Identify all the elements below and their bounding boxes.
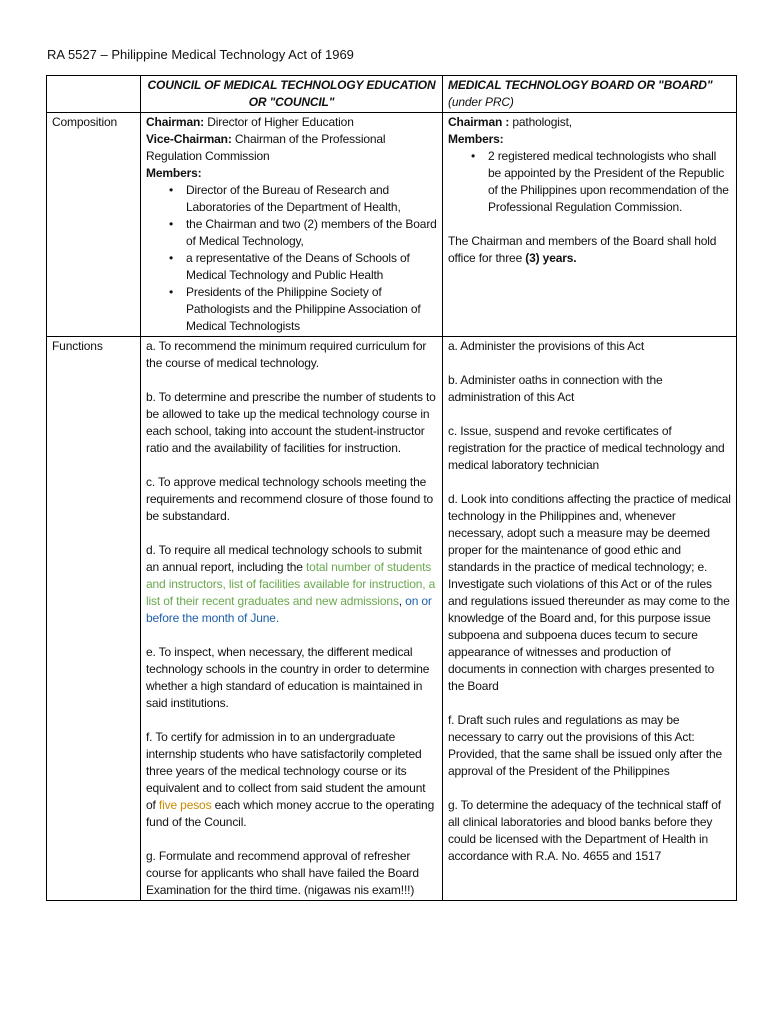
board-functions-cell bbox=[443, 337, 737, 901]
board-header-note: (under PRC) bbox=[448, 95, 514, 109]
list-item: • Presidents of the Philippine Society of Pathologists and the Philippine Association of Medical Technologists bbox=[169, 285, 421, 333]
comparison-table bbox=[46, 75, 737, 901]
empty-header-cell bbox=[47, 76, 141, 113]
board-composition-cell bbox=[443, 113, 737, 337]
bullet-icon: • bbox=[471, 149, 476, 163]
council-vice-chairman bbox=[146, 131, 437, 165]
council-functions-cell bbox=[141, 337, 443, 901]
highlight-green: total number of students and instructors, list of facilities available for instruction, a list of their recent graduates and new admissions bbox=[146, 560, 436, 608]
board-function-f: f. Draft such rules and regulations as may be necessary to carry out the provisions of this Act: Provided, that the same shall be issued only after the approval of the President of the Philippines bbox=[448, 713, 723, 778]
council-function-a: a. To recommend the minimum required curriculum for the course of medical technology. bbox=[146, 339, 427, 370]
board-function-b: b. Administer oaths in connection with the administration of this Act bbox=[448, 373, 663, 404]
bullet-icon: • bbox=[169, 285, 174, 299]
table-header-row bbox=[47, 76, 737, 113]
list-item: • 2 registered medical technologists who shall be appointed by the President of the Republic of the Philippines upon recommendation of the Professional Regulation Commission. bbox=[471, 149, 729, 214]
board-header-main: MEDICAL TECHNOLOGY BOARD OR "BOARD" bbox=[448, 78, 713, 92]
highlight-orange: five pesos bbox=[158, 798, 212, 812]
council-function-c: c. To approve medical technology schools meeting the requirements and recommend closure of those found to be substandard. bbox=[146, 475, 434, 523]
composition-row bbox=[47, 113, 737, 337]
council-function-b: b. To determine and prescribe the number of students to be allowed to take up the medical technology course in each school, taking into account the student-instructor ratio and the availability of facilities for instruction. bbox=[146, 390, 436, 455]
council-function-d: d. To require all medical technology schools to submit an annual report, including the total number of students and instructors, list of facilities available for instruction, a list of their recent graduates and new admissions, on or before the month of June. bbox=[146, 543, 436, 625]
council-function-e: e. To inspect, when necessary, the different medical technology schools in the country in order to determine whether a high standard of education is maintained in said institutions. bbox=[146, 645, 430, 710]
list-item: • Director of the Bureau of Research and Laboratories of the Department of Health, bbox=[169, 183, 401, 214]
council-function-f: f. To certify for admission in to an undergraduate internship students who have satisfactorily completed three years of the medical technology course or its equivalent and to collect from said student the amount of five pesos each which money accrue to the operating fund of the Council. bbox=[146, 730, 435, 829]
council-header: COUNCIL OF MEDICAL TECHNOLOGY EDUCATION OR "COUNCIL" bbox=[141, 76, 443, 113]
board-members-list bbox=[448, 148, 731, 216]
council-vice-value: Chairman of the Professional Regulation Commission bbox=[146, 132, 386, 163]
bullet-icon: • bbox=[169, 183, 174, 197]
council-function-g: g. Formulate and recommend approval of refresher course for applicants who shall have failed the Board Examination for the third time. (nigawas nis exam!!!) bbox=[146, 849, 419, 897]
council-members-list bbox=[146, 182, 437, 335]
list-item: • the Chairman and two (2) members of the Board of Medical Technology, bbox=[169, 217, 437, 248]
board-term-years: (3) years. bbox=[525, 251, 577, 265]
board-chairman-label: Chairman : bbox=[448, 115, 510, 129]
functions-row bbox=[47, 337, 737, 901]
board-function-a: a. Administer the provisions of this Act bbox=[448, 339, 645, 353]
document-title: RA 5527 – Philippine Medical Technology Act of 1969 bbox=[47, 47, 354, 62]
board-chairman-value: pathologist, bbox=[512, 115, 572, 129]
board-function-g: g. To determine the adequacy of the technical staff of all clinical laboratories and blood banks before they could be licensed with the Department of Health in accordance with R.A. No. 4655 and 1517 bbox=[448, 798, 721, 863]
council-vice-label: Vice-Chairman: bbox=[146, 132, 232, 146]
board-header bbox=[443, 76, 737, 113]
council-members-label: Members: bbox=[146, 166, 202, 180]
bullet-icon: • bbox=[169, 251, 174, 265]
bullet-icon: • bbox=[169, 217, 174, 231]
council-chairman-label: Chairman: bbox=[146, 115, 204, 129]
board-function-c: c. Issue, suspend and revoke certificates of registration for the practice of medical technology and medical laboratory technician bbox=[448, 424, 725, 472]
council-chairman bbox=[146, 114, 437, 131]
board-members-label: Members: bbox=[448, 132, 504, 146]
board-term: The Chairman and members of the Board shall hold office for three (3) years. bbox=[448, 234, 717, 265]
council-chairman-value: Director of Higher Education bbox=[207, 115, 354, 129]
highlight-blue: on or before the month of June. bbox=[146, 594, 432, 625]
composition-label: Composition bbox=[47, 113, 141, 337]
board-function-d: d. Look into conditions affecting the practice of medical technology in the Philippines and, whenever necessary, adopt such a measure may be deemed proper for the maintenance of good ethic and standards in the practice of medical technology; e. Investigate such violations of this Act or of the rules and regulations issued thereunder as may come to the knowledge of the Board and, for this purpose issue subpoena and subpoena duces tecum to secure appearance of witnesses and production of documents in connection with charges presented to the Board bbox=[448, 492, 731, 693]
functions-label: Functions bbox=[47, 337, 141, 901]
board-chairman bbox=[448, 114, 731, 131]
list-item: • a representative of the Deans of Schools of Medical Technology and Public Health bbox=[169, 251, 410, 282]
council-composition-cell bbox=[141, 113, 443, 337]
